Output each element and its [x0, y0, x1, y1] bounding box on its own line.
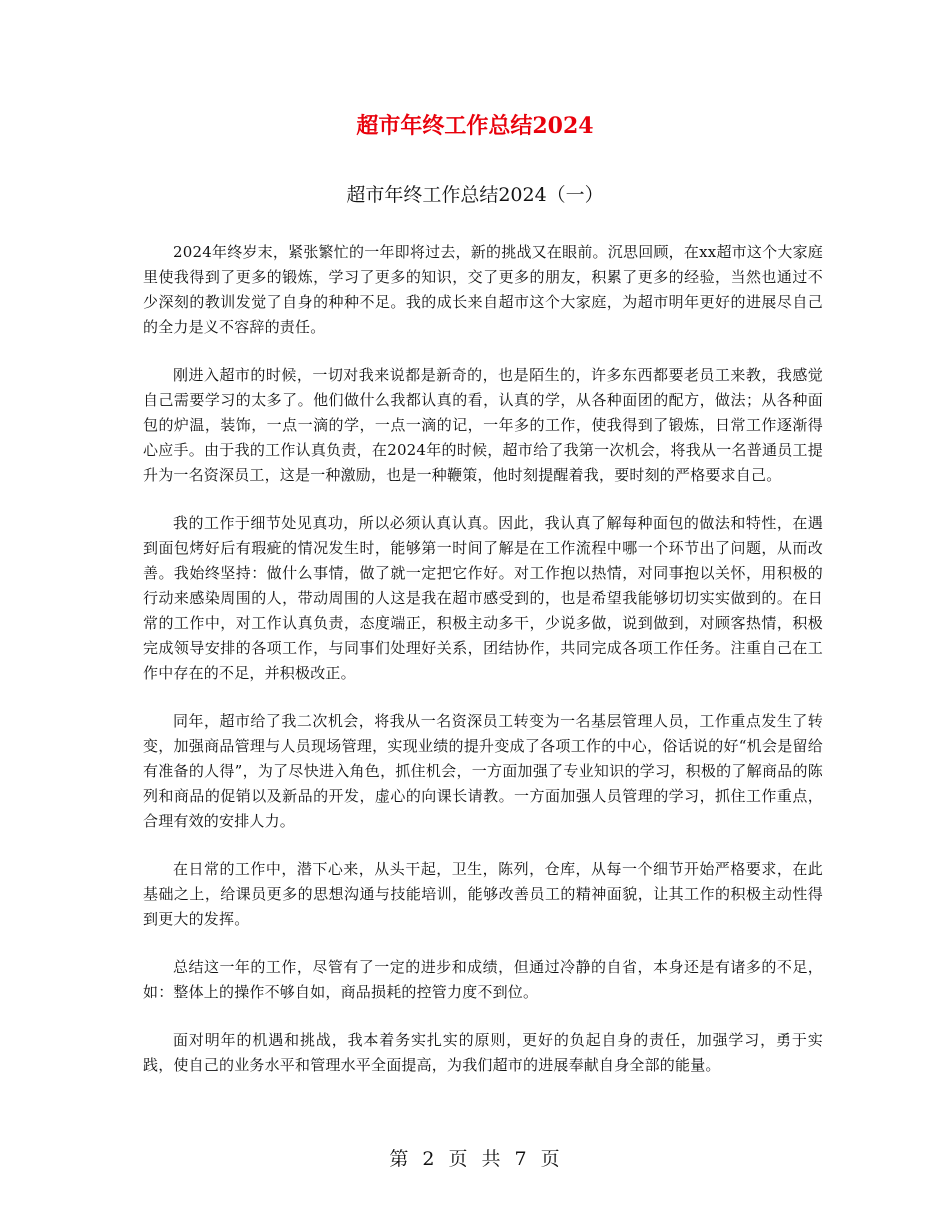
- paragraph: 面对明年的机遇和挑战，我本着务实扎实的原则，更好的负起自身的责任，加强学习，勇于实践，使自己的业务水平和管理水平全面提高，为我们超市的进展奉献自身全部的能量。: [143, 1031, 823, 1074]
- paragraph: 刚进入超市的时候，一切对我来说都是新奇的，也是陌生的，许多东西都要老员工来教，我感觉自己需要学习的太多了。他们做什么我都认真的看，认真的学，从各种面团的配方，做法；从各种面包的炉温，装饰，一点一滴的学，一点一滴的记，一年多的工作，使我得到了锻炼，日常工作逐渐得心应手。由于我的工作认真负责，在2024年的时候，超市给了我第一次机会，将我从一名普通员工提升为一名资深员工，这是一种激励，也是一种鞭策，他时刻提醒着我，要时刻的严格要求自己。: [143, 366, 823, 484]
- paragraph: 2024年终岁末，紧张繁忙的一年即将过去，新的挑战又在眼前。沉思回顾，在xx超市这个大家庭里使我得到了更多的锻炼，学习了更多的知识，交了更多的朋友，积累了更多的经验，当然也通过不少深刻的教训发觉了自身的种种不足。我的成长来自超市这个大家庭，为超市明年更好的进展尽自己的全力是义不容辞的责任。: [143, 243, 823, 336]
- paragraph: 同年，超市给了我二次机会，将我从一名资深员工转变为一名基层管理人员，工作重点发生了转变，加强商品管理与人员现场管理，实现业绩的提升变成了各项工作的中心，俗话说的好“机会是留给有准备的人得”，为了尽快进入角色，抓住机会，一方面加强了专业知识的学习，积极的了解商品的陈列和商品的促销以及新品的开发，虚心的向课长请教。一方面加强人员管理的学习，抓住工作重点，合理有效的安排人力。: [143, 712, 823, 830]
- document-title: 超市年终工作总结2024: [356, 113, 594, 139]
- paragraph: 在日常的工作中，潜下心来，从头干起，卫生，陈列，仓库，从每一个细节开始严格要求，在此基础之上，给课员更多的思想沟通与技能培训，能够改善员工的精神面貌，让其工作的积极主动性得到更大的发挥。: [143, 860, 823, 928]
- page-number-footer: 第 2 页 共 7 页: [389, 1148, 561, 1170]
- document-body: [143, 240, 823, 1101]
- paragraph: 总结这一年的工作，尽管有了一定的进步和成绩，但通过冷静的自省，本身还是有诸多的不足，如：整体上的操作不够自如，商品损耗的控管力度不到位。: [143, 958, 823, 1001]
- paragraph: 我的工作于细节处见真功，所以必须认真认真。因此，我认真了解每种面包的做法和特性，在遇到面包烤好后有瑕疵的情况发生时，能够第一时间了解是在工作流程中哪一个环节出了问题，从而改善。我始终坚持：做什么事情，做了就一定把它作好。对工作抱以热情，对同事抱以关怀，用积极的行动来感染周围的人，带动周围的人这是我在超市感受到的，也是希望我能够切切实实做到的。在日常的工作中，对工作认真负责，态度端正，积极主动多干，少说多做，说到做到，对顾客热情，积极完成领导安排的各项工作，与同事们处理好关系，团结协作，共同完成各项工作任务。注重自己在工作中存在的不足，并积极改正。: [143, 514, 823, 682]
- document-subtitle: 超市年终工作总结2024（一）: [346, 184, 604, 206]
